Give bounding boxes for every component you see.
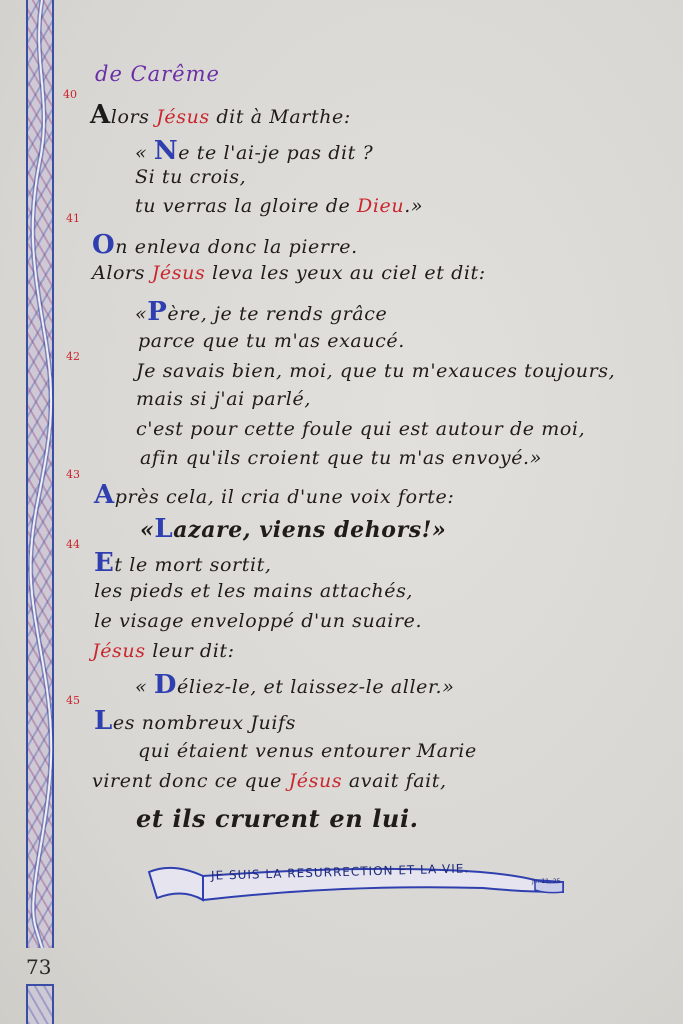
verse-line: « Déliez-le, et laissez-le aller.» xyxy=(135,670,455,700)
verse-line: Alors Jésus leva les yeux au ciel et dit: xyxy=(92,262,486,284)
verse-number: 43 xyxy=(66,468,80,481)
verse-line: Si tu crois, xyxy=(135,166,247,188)
verse-line: les pieds et les mains attachés, xyxy=(94,580,414,602)
verse-line: mais si j'ai parlé, xyxy=(136,388,311,410)
verse-number: 45 xyxy=(66,694,80,707)
ribbon-ornament-icon xyxy=(28,0,56,948)
verse-line: le visage enveloppé d'un suaire. xyxy=(94,610,423,632)
decorative-border-bottom xyxy=(26,984,54,1024)
verse-line: «Lazare, viens dehors!» xyxy=(140,514,447,544)
decorative-border xyxy=(26,0,54,948)
banner-text: JE SUIS LA RESURRECTION ET LA VIE. xyxy=(210,861,470,883)
verse-line: virent donc ce que Jésus avait fait, xyxy=(92,770,447,792)
verse-line: afin qu'ils croient que tu m'as envoyé.» xyxy=(140,447,542,469)
verse-line: Après cela, il cria d'une voix forte: xyxy=(94,480,455,510)
section-heading: de Carême xyxy=(95,62,220,86)
verse-line: qui étaient venus entourer Marie xyxy=(138,740,477,762)
verse-number: 40 xyxy=(63,88,77,101)
page-number: 73 xyxy=(26,955,52,979)
verse-line: Jésus leur dit: xyxy=(92,640,235,662)
verse-line: « Ne te l'ai-je pas dit ? xyxy=(135,136,374,166)
verse-number: 44 xyxy=(66,538,80,551)
banner-reference: Jn. 11, 25 xyxy=(532,878,561,885)
verse-line: Les nombreux Juifs xyxy=(94,706,297,736)
verse-line: Et le mort sortit, xyxy=(94,548,272,578)
verse-line: parce que tu m'as exaucé. xyxy=(138,330,405,352)
verse-number: 41 xyxy=(66,212,80,225)
verse-line-final: et ils crurent en lui. xyxy=(136,804,419,833)
verse-line: On enleva donc la pierre. xyxy=(92,230,358,260)
verse-line: «Père, je te rends grâce xyxy=(135,297,388,327)
verse-line: tu verras la gloire de Dieu.» xyxy=(135,195,424,217)
verse-line: c'est pour cette foule qui est autour de moi, xyxy=(136,418,586,440)
verse-line: Alors Jésus dit à Marthe: xyxy=(90,100,351,130)
verse-line: Je savais bien, moi, que tu m'exauces toujours, xyxy=(136,360,616,382)
scroll-banner xyxy=(143,858,573,918)
verse-number: 42 xyxy=(66,350,80,363)
